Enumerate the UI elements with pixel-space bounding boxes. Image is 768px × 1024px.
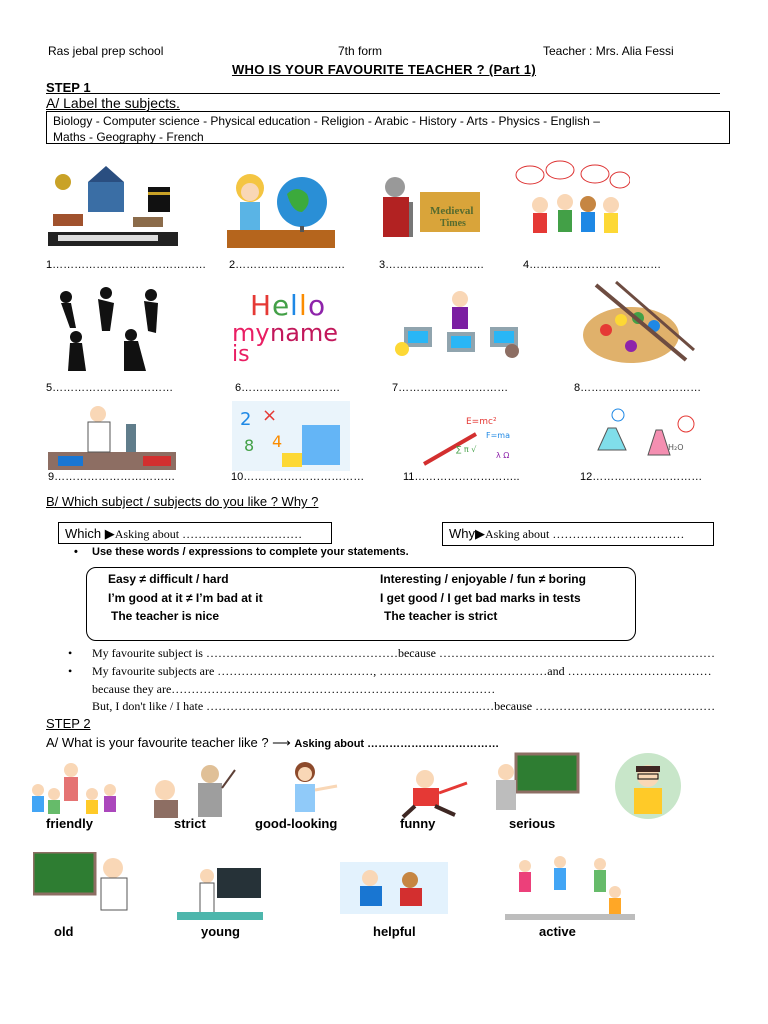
helpful-picture — [340, 862, 448, 914]
adjective-old: old — [54, 924, 74, 939]
blank-3[interactable]: 3……………………… — [379, 259, 485, 271]
step2-question — [46, 735, 499, 751]
blank-4[interactable]: 4……………………………… — [523, 259, 662, 271]
geography-picture — [222, 166, 340, 250]
sentence-2 — [68, 664, 712, 679]
svg-text:H₂O: H₂O — [668, 443, 684, 452]
blank-12[interactable]: 12………………………… — [580, 471, 703, 483]
expr-good-at: I’m good at it ≠ I’m bad at it — [108, 591, 263, 605]
svg-text:H: H — [250, 289, 272, 322]
adjective-good-looking: good-looking — [255, 816, 338, 831]
expr-interesting: Interesting / enjoyable / fun ≠ boring — [380, 572, 586, 586]
worksheet-title: WHO IS YOUR FAVOURITE TEACHER ? (Part 1) — [231, 62, 537, 77]
blank-5[interactable]: 5…………………………… — [46, 382, 174, 394]
blank-7[interactable]: 7………………………… — [392, 382, 509, 394]
svg-text:×: × — [262, 405, 278, 426]
adjective-active: active — [539, 924, 576, 939]
svg-text:4: 4 — [272, 432, 283, 451]
blank-8[interactable]: 8…………………………… — [574, 382, 702, 394]
religion-picture — [48, 162, 178, 247]
subjects-box — [46, 111, 730, 144]
good-looking-picture — [275, 758, 345, 814]
divider — [46, 93, 720, 94]
active-picture — [505, 852, 635, 922]
old-picture — [33, 852, 133, 920]
which-label: Which ▶ — [65, 526, 115, 541]
school-name: Ras jebal prep school — [48, 44, 164, 58]
history-picture — [375, 172, 485, 242]
young-picture — [177, 866, 263, 922]
serious-picture — [488, 752, 582, 818]
svg-text:l: l — [299, 289, 307, 322]
which-box — [58, 522, 332, 544]
why-box — [442, 522, 714, 546]
svg-text:Times: Times — [440, 218, 466, 229]
adjective-friendly: friendly — [46, 816, 93, 831]
english-picture — [232, 287, 347, 363]
sentence-4[interactable]: But, I don't like / I hate ………………………………………………………………because ……………………………………… — [92, 699, 716, 713]
bullet-icon: • — [68, 646, 73, 660]
blank-1[interactable]: 1…………………………………… — [46, 259, 207, 271]
svg-text:l: l — [290, 289, 298, 322]
strict-picture — [140, 760, 238, 820]
instruction-line — [74, 546, 409, 558]
teacher-name: Teacher : Mrs. Alia Fessi — [543, 44, 674, 58]
sentence-2-text[interactable]: My favourite subjects are …………………………………, ……………………………………and ……………………………… — [92, 664, 712, 678]
subjects-line-1: Biology - Computer science - Physical education - Religion - Arabic - History - Arts - Physics - English – — [53, 114, 600, 128]
svg-text:Medieval: Medieval — [430, 205, 474, 217]
physics-picture — [416, 404, 526, 468]
which-text[interactable]: Asking about ………………………… — [114, 527, 303, 541]
blank-2[interactable]: 2………………………… — [229, 259, 346, 271]
computer-science-picture — [392, 287, 532, 365]
maths-picture — [232, 401, 350, 471]
svg-text:2: 2 — [240, 409, 252, 430]
svg-text:my: my — [232, 319, 270, 347]
instruction-text: Use these words / expressions to complete your statements. — [92, 546, 409, 558]
friendly-picture — [26, 760, 121, 820]
sentence-1-text[interactable]: My favourite subject is …………………………………………because …………………………………………………………… — [92, 646, 715, 660]
cheerful-picture — [614, 752, 684, 820]
step2-asking[interactable]: Asking about ……………………………… — [294, 738, 500, 750]
form-label: 7th form — [338, 44, 383, 58]
why-label: Why▶ — [449, 526, 485, 541]
expressions-box — [86, 567, 636, 641]
blank-9[interactable]: 9…………………………… — [48, 471, 176, 483]
expr-strict: The teacher is strict — [384, 609, 498, 623]
expr-easy: Easy ≠ difficult / hard — [108, 572, 229, 586]
biology-picture — [48, 404, 176, 472]
why-text[interactable]: Asking about …………………………… — [485, 527, 685, 541]
svg-text:is: is — [232, 342, 250, 363]
svg-text:o: o — [308, 289, 326, 322]
blank-6[interactable]: 6……………………… — [235, 382, 341, 394]
adjective-young: young — [201, 924, 240, 939]
adjective-serious: serious — [509, 816, 556, 831]
adjective-helpful: helpful — [373, 924, 416, 939]
part-a-heading: A/ Label the subjects. — [46, 95, 180, 111]
funny-picture — [395, 765, 475, 821]
adjective-strict: strict — [174, 816, 206, 831]
french-picture — [515, 160, 630, 242]
step2-part-a: A/ What is your favourite teacher like ? ⟶ — [46, 735, 291, 750]
physical-education-picture — [46, 285, 176, 375]
svg-text:F=ma: F=ma — [486, 431, 510, 440]
svg-text:λ Ω: λ Ω — [496, 451, 510, 460]
svg-text:name: name — [270, 319, 339, 347]
svg-text:∑ π √: ∑ π √ — [456, 445, 477, 454]
part-b-heading: B/ Which subject / subjects do you like ? Why ? — [46, 494, 319, 509]
sentence-1 — [68, 646, 715, 661]
step2-label: STEP 2 — [46, 716, 91, 731]
arts-picture — [576, 280, 701, 370]
svg-text:e: e — [272, 289, 290, 322]
expr-nice: The teacher is nice — [111, 609, 220, 623]
chemistry-picture — [578, 400, 708, 468]
blank-10[interactable]: 10…………………………… — [231, 471, 365, 483]
adjective-funny: funny — [400, 816, 436, 831]
svg-text:8: 8 — [244, 436, 255, 455]
bullet-icon: • — [68, 664, 73, 678]
svg-text:E=mc²: E=mc² — [466, 417, 497, 427]
sentence-3[interactable]: because they are……………………………………………………………………… — [92, 682, 496, 696]
blank-11[interactable]: 11……………………….. — [403, 471, 520, 483]
bullet-icon: • — [74, 546, 78, 558]
subjects-line-2: Maths - Geography - French — [53, 130, 204, 144]
step1-label: STEP 1 — [46, 80, 91, 95]
expr-marks: I get good / I get bad marks in tests — [380, 591, 581, 605]
